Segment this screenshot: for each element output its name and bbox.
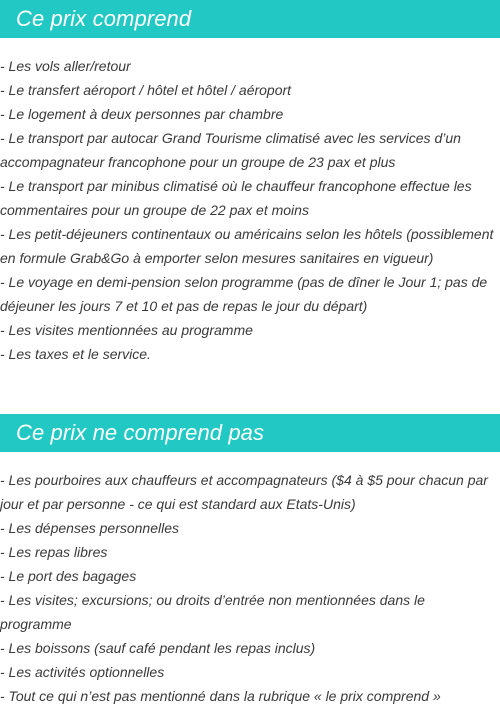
excluded-title: Ce prix ne comprend pas — [16, 420, 265, 445]
list-item: - Les boissons (sauf café pendant les repas inclus) — [0, 640, 316, 656]
included-title: Ce prix comprend — [16, 6, 192, 31]
list-item: - Les pourboires aux chauffeurs et accompagnateurs ($4 à $5 pour chacun par jour et par personne - ce qui est standard aux Etats-Unis) — [0, 472, 488, 512]
list-item: - Tout ce qui n’est pas mentionné dans la rubrique « le prix comprend » — [0, 688, 441, 704]
list-item: - Le transport par autocar Grand Tourisme climatisé avec les services d’un accompagnateur francophone pour un groupe de 23 pax et plus — [0, 130, 461, 170]
list-item: - Les vols aller/retour — [0, 58, 131, 74]
list-item: - Le logement à deux personnes par chambre — [0, 106, 284, 122]
list-item: - Les repas libres — [0, 544, 108, 560]
list-item: - Les visites mentionnées au programme — [0, 322, 253, 338]
list-item: - Le port des bagages — [0, 568, 137, 584]
included-list — [0, 54, 500, 366]
excluded-banner — [0, 414, 500, 452]
list-item: - Les activités optionnelles — [0, 664, 165, 680]
list-item: - Les petit-déjeuners continentaux ou américains selon les hôtels (possiblement en formule Grab&Go à emporter selon mesures sanitaires en vigueur) — [0, 226, 494, 266]
excluded-section — [0, 414, 500, 708]
list-item: - Le transport par minibus climatisé où le chauffeur francophone effectue les commentaires pour un groupe de 22 pax et moins — [0, 178, 472, 218]
list-item: - Les taxes et le service. — [0, 346, 151, 362]
list-item: - Le transfert aéroport / hôtel et hôtel / aéroport — [0, 82, 292, 98]
list-item: - Les dépenses personnelles — [0, 520, 180, 536]
list-item: - Les visites; excursions; ou droits d’entrée non mentionnées dans le programme — [0, 592, 425, 632]
excluded-list — [0, 468, 500, 708]
included-banner — [0, 0, 500, 38]
list-item: - Le voyage en demi-pension selon programme (pas de dîner le Jour 1; pas de déjeuner les jours 7 et 10 et pas de repas le jour du départ) — [0, 274, 488, 314]
